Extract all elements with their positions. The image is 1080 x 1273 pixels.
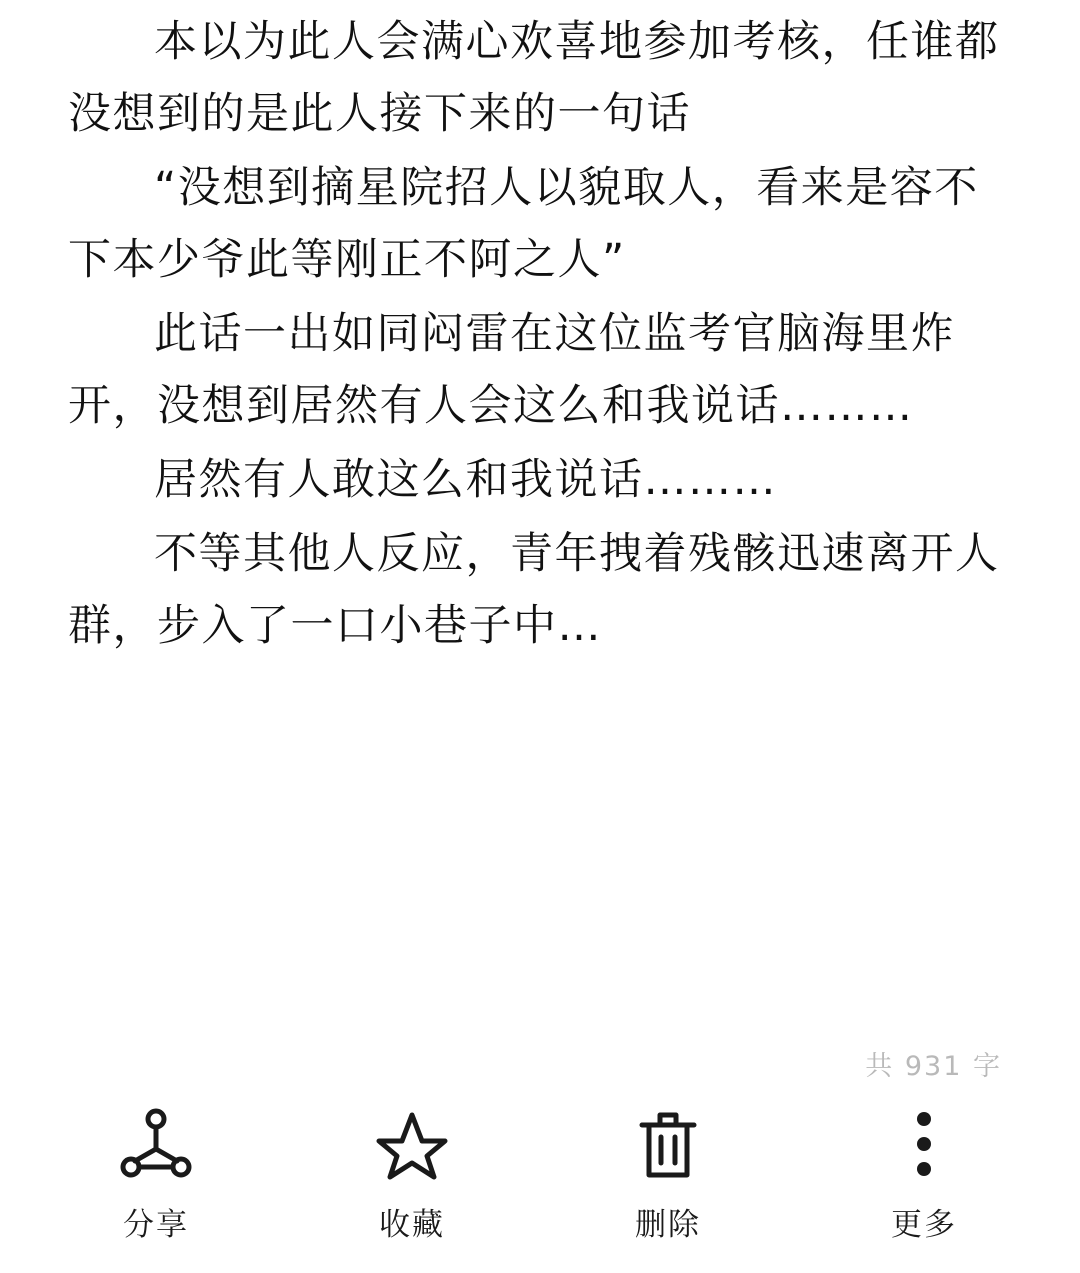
more-icon [885,1105,963,1183]
paragraph: “没想到摘星院招人以貌取人，看来是容不下本少爷此等刚正不阿之人” [68,163,979,285]
share-icon [117,1105,195,1183]
more-button[interactable] [824,1105,1024,1244]
paragraph: 本以为此人会满心欢喜地参加考核，任谁都没想到的是此人接下来的一句话 [68,17,1000,139]
content-spacer [0,664,1080,1044]
bottom-toolbar [0,1083,1080,1273]
favorite-label: 收藏 [379,1207,445,1243]
favorite-button[interactable] [312,1105,512,1244]
word-count-label: 共 931 字 [865,1051,1002,1082]
paragraph: 此话一出如同闷雷在这位监考官脑海里炸开，没想到居然有人会这么和我说话……… [68,309,955,431]
paragraph: 不等其他人反应，青年拽着残骸迅速离开人群，步入了一口小巷子中… [68,529,1000,651]
delete-label: 删除 [635,1207,701,1243]
share-label: 分享 [123,1207,189,1243]
word-count-row [0,1044,1080,1083]
paragraph: 居然有人敢这么和我说话……… [154,455,777,505]
more-label: 更多 [891,1207,957,1243]
delete-button[interactable] [568,1105,768,1244]
trash-icon [629,1105,707,1183]
share-button[interactable] [56,1105,256,1244]
star-icon [373,1105,451,1183]
